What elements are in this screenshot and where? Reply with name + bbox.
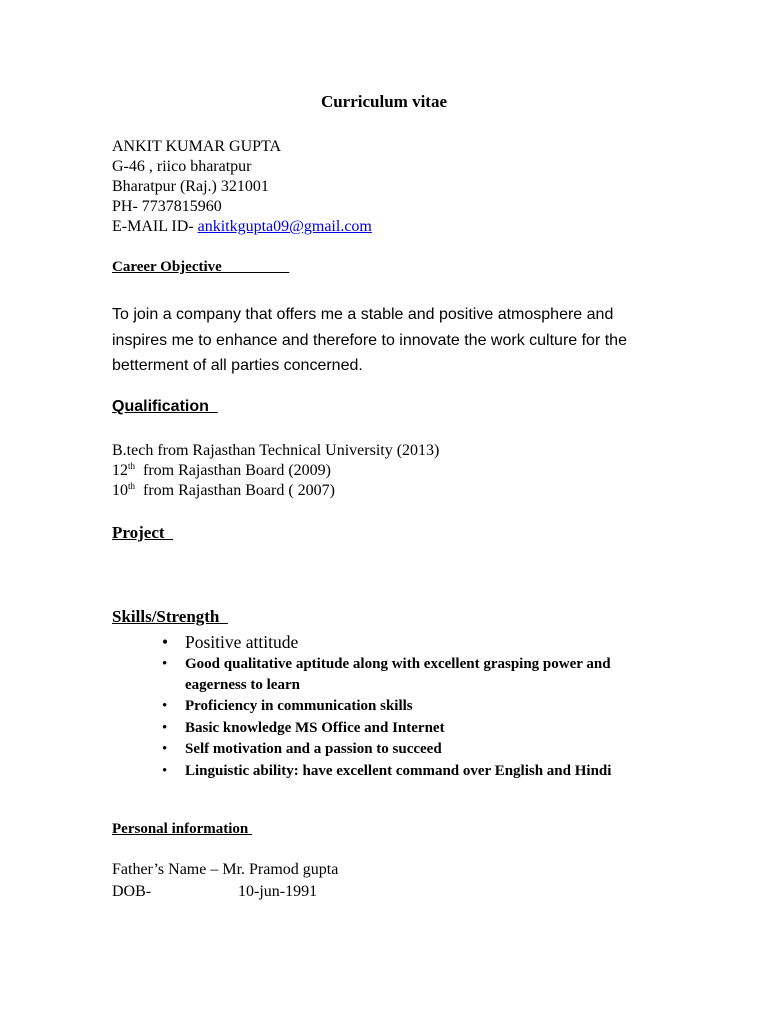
career-objective-heading: Career Objective	[112, 259, 290, 275]
bullet-icon: •	[162, 762, 168, 779]
qualification-item-1: B.tech from Rajasthan Technical University (2013)	[112, 442, 440, 459]
list-item: • Positive attitude	[162, 632, 299, 652]
email-link[interactable]: ankitkgupta09@gmail.com	[197, 218, 372, 235]
email-line	[112, 218, 372, 236]
bullet-icon: •	[162, 719, 168, 736]
qualification-item-2: 12th from Rajasthan Board (2009)	[112, 461, 331, 479]
address-line-2: Bharatpur (Raj.) 321001	[112, 178, 269, 195]
document-title: Curriculum vitae	[320, 92, 448, 111]
skills-list	[112, 630, 672, 782]
dob-label: DOB-	[112, 883, 152, 900]
dob-value: 10-jun-1991	[238, 883, 318, 900]
phone-number: PH- 7737815960	[112, 198, 222, 215]
personal-info-heading: Personal information	[112, 821, 252, 837]
bullet-icon: •	[162, 698, 168, 714]
career-objective-text: To join a company that offers me a stable and positive atmosphere and inspires me to enhance and therefore to innovate the work culture for the betterment of all parties concerned.	[112, 306, 627, 374]
email-label: E-MAIL ID-	[112, 218, 198, 235]
bullet-icon: •	[162, 656, 168, 672]
qualification-item-3: 10th from Rajasthan Board ( 2007)	[112, 481, 335, 499]
skills-heading: Skills/Strength	[112, 607, 228, 626]
candidate-name: ANKIT KUMAR GUPTA	[112, 138, 282, 155]
address-line-1: G-46 , riico bharatpur	[112, 158, 252, 175]
qualification-heading: Qualification	[112, 398, 218, 415]
list-item: • Good qualitative aptitude along with excellent grasping power and eagerness to learn	[162, 656, 611, 693]
father-name: Father’s Name – Mr. Pramod gupta	[112, 861, 339, 878]
list-item: • Self motivation and a passion to succeed	[112, 739, 672, 760]
list-item: • Proficiency in communication skills	[112, 696, 672, 717]
bullet-icon: •	[162, 632, 169, 652]
bullet-icon: •	[162, 741, 168, 757]
list-item: • Linguistic ability: have excellent command over English and Hindi	[112, 761, 672, 782]
project-heading: Project	[112, 523, 174, 542]
list-item: • Basic knowledge MS Office and Internet	[112, 718, 672, 739]
